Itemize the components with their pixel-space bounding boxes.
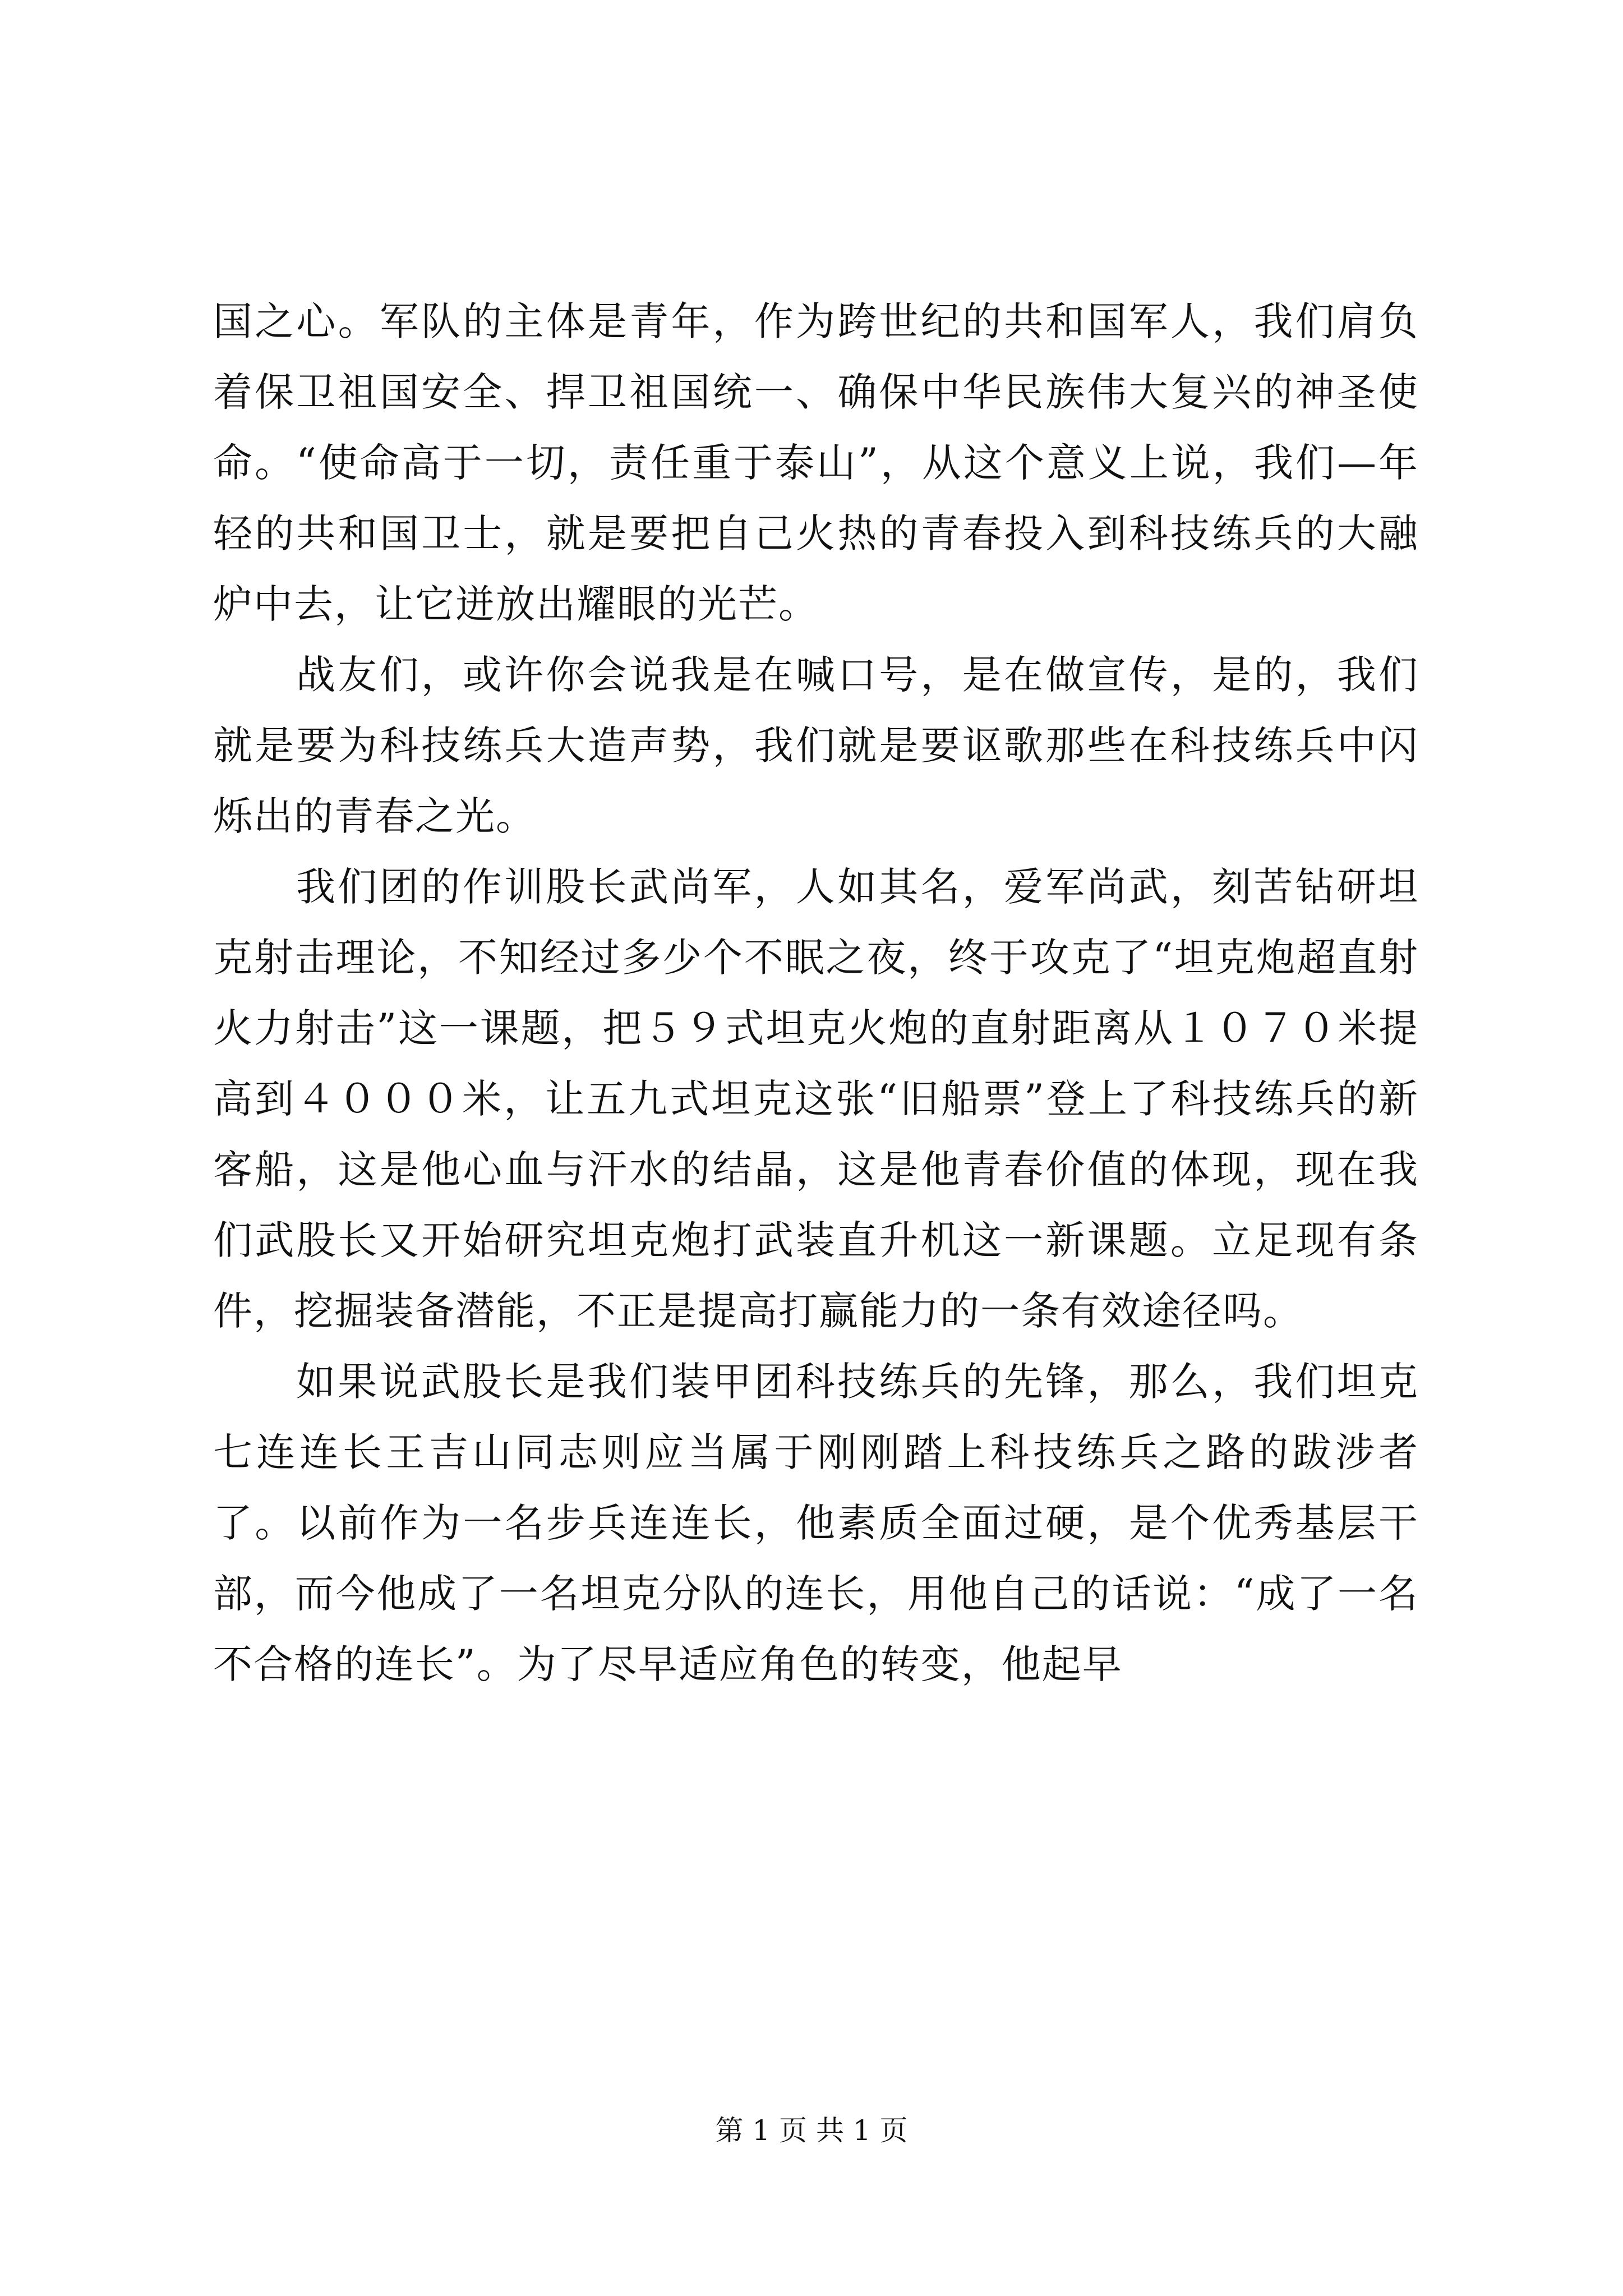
- paragraph-3: 我们团的作训股长武尚军，人如其名，爱军尚武，刻苦钻研坦克射击理论，不知经过多少个不眠之夜，终于攻克了“坦克炮超直射火力射击”这一课题，把５９式坦克火炮的直射距离从１０７０米提高到４０００米，让五九式坦克这张“旧船票”登上了科技练兵的新客船，这是他心血与汗水的结晶，这是他青春价值的体现，现在我们武股长又开始研究坦克炮打武装直升机这一新课题。立足现有条件，挖掘装备潜能，不正是提高打赢能力的一条有效途径吗。: [213, 864, 1419, 1334]
- paragraph-1: 国之心。军队的主体是青年，作为跨世纪的共和国军人，我们肩负着保卫祖国安全、捍卫祖国统一、确保中华民族伟大复兴的神圣使命。“使命高于一切，责任重于泰山”，从这个意义上说，我们—年轻的共和国卫士，就是要把自己火热的青春投入到科技练兵的大融炉中去，让它迸放出耀眼的光芒。: [213, 298, 1419, 627]
- paragraph-4: 如果说武股长是我们装甲团科技练兵的先锋，那么，我们坦克七连连长王吉山同志则应当属于刚刚踏上科技练兵之路的跋涉者了。以前作为一名步兵连连长，他素质全面过硬，是个优秀基层干部，而今他成了一名坦克分队的连长，用他自己的话说：“成了一名不合格的连长”。为了尽早适应角色的转变，他起早: [213, 1359, 1419, 1687]
- page-footer: 第 1 页 共 1 页: [715, 2114, 908, 2147]
- document-body: [213, 286, 1419, 1700]
- paragraph-2: 战友们，或许你会说我是在喊口号，是在做宣传，是的，我们就是要为科技练兵大造声势，我们就是要讴歌那些在科技练兵中闪烁出的青春之光。: [213, 652, 1419, 839]
